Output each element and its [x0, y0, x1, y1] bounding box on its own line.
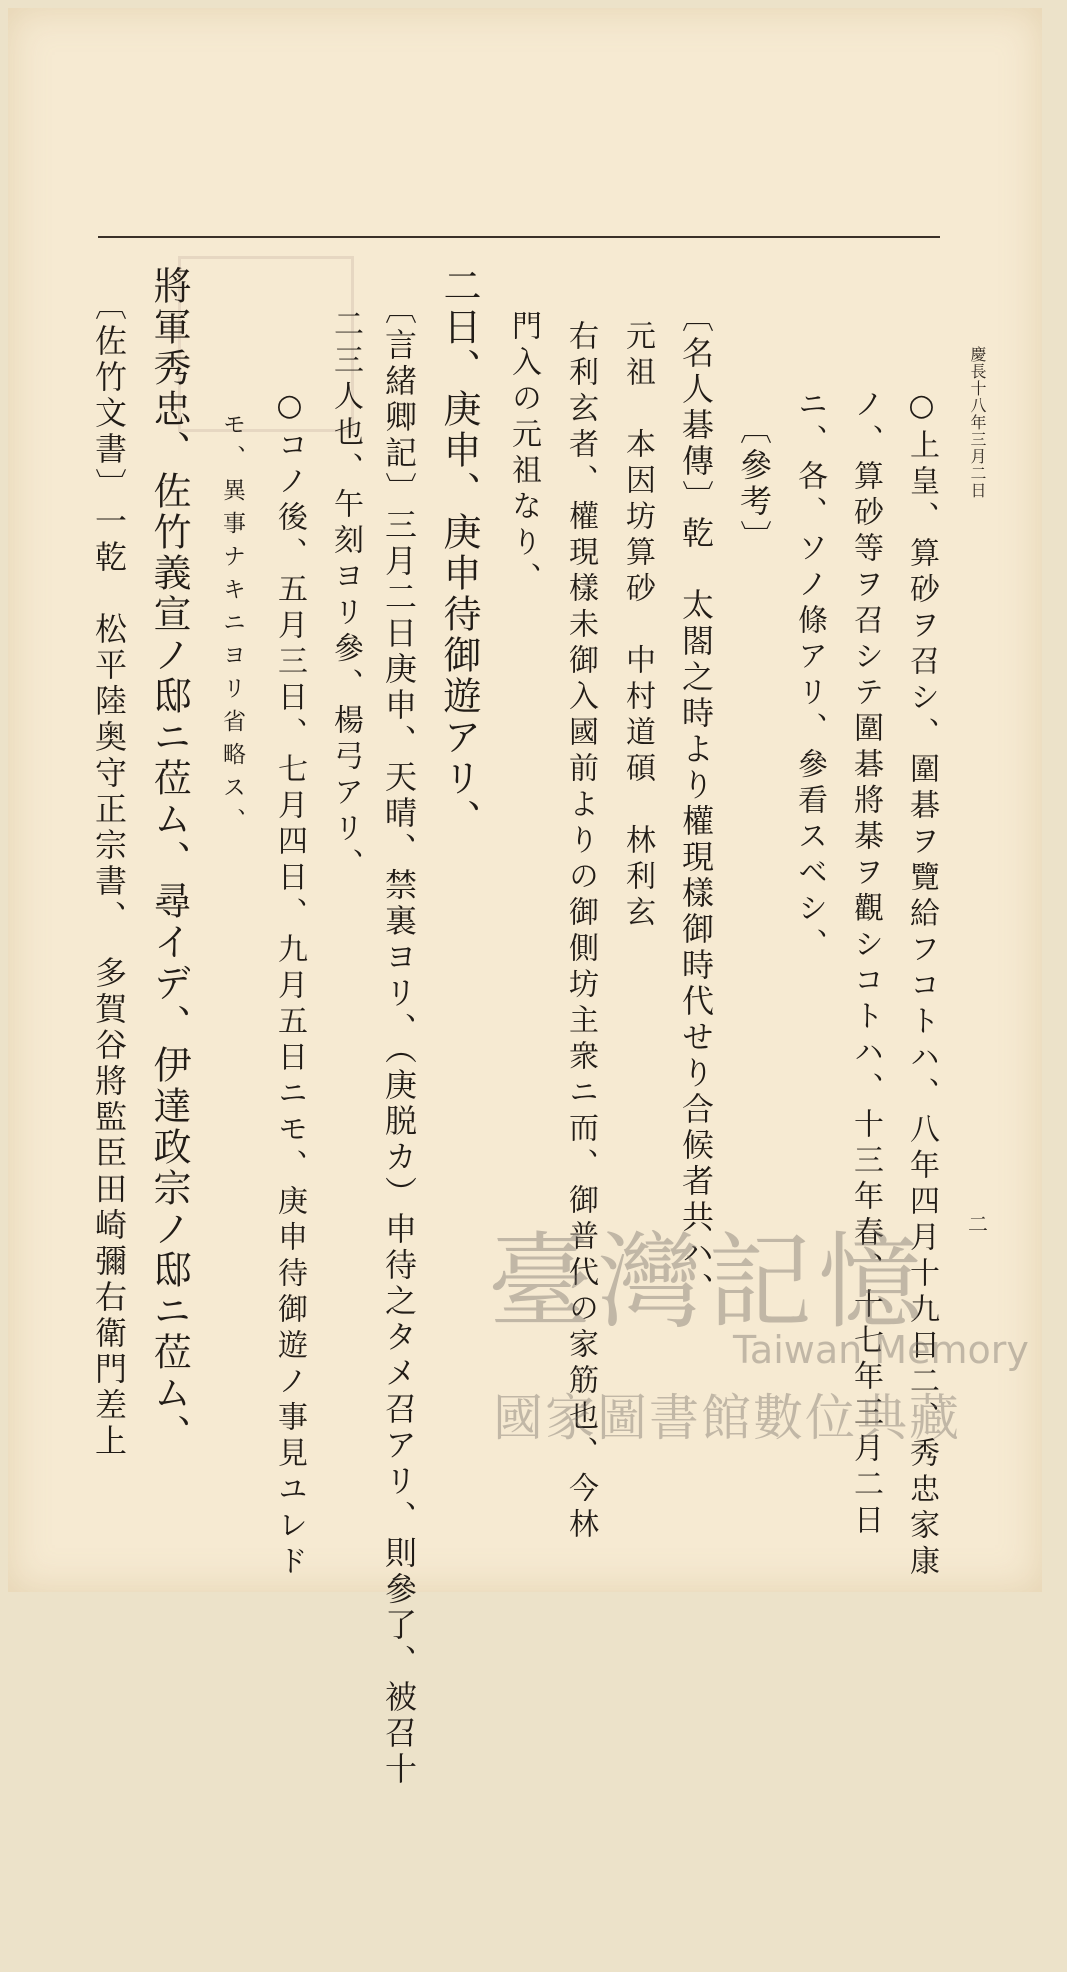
text-column-6: 元祖 本因坊算砂 中村道碩 林利玄 — [620, 320, 655, 932]
watermark-english: Taiwan Memory — [733, 1328, 1029, 1372]
text-column-14: 將軍秀忠、佐竹義宣ノ邸ニ莅ム、尋イデ、伊達政宗ノ邸ニ莅ム、 — [147, 266, 191, 1455]
watermark — [468, 1188, 1029, 1448]
text-column-8: 門入の元祖なり、 — [506, 310, 541, 598]
text-column-13: モ、異事ナキニヨリ省略ス、 — [219, 412, 245, 841]
running-header: 慶長十八年三月二日 — [968, 346, 987, 499]
document-page — [8, 8, 1042, 1788]
header-rule — [98, 236, 940, 238]
text-column-10: 〔言緒卿記〕三月二日庚申、天晴、禁裏ヨリ、（庚脱カ）申待之タメ召アリ、則參了、被召十 — [380, 292, 418, 1788]
text-column-11: 二三人也、午刻ヨリ參、楊弓アリ、 — [328, 308, 363, 884]
reference-heading: 〔參考〕 — [735, 412, 773, 556]
watermark-subtitle: 國家圖書館數位典藏 — [493, 1389, 961, 1447]
text-column-1: ○上皇、算砂ヲ召シ、圍碁ヲ覽給フコトハ、八年四月十九日二、秀忠家康 — [904, 388, 939, 1581]
text-column-7: 右利玄者、權現樣未御入國前よりの御側坊主衆ニ而、御普代の家筋也、今林 — [563, 320, 598, 1544]
text-column-5: 〔名人碁傳〕乾 太閤之時より權現樣御時代せり合候者共ハ、 — [677, 300, 715, 1308]
page-number: 二 — [968, 1212, 988, 1236]
text-column-3: ニ、各、ソノ條アリ、參看スベシ、 — [792, 388, 827, 964]
watermark-chinese: 臺灣記憶 — [488, 1221, 929, 1343]
text-column-12: ○コノ後、五月三日、七月四日、九月五日ニモ、庚申待御遊ノ事見ユレド — [272, 388, 307, 1581]
text-column-9: 二日、庚申、庚申待御遊アリ、 — [437, 266, 481, 840]
text-column-15: 〔佐竹文書〕一乾 松平陸奥守正宗書、 多賀谷將監臣田崎彌右衛門差上 — [90, 288, 128, 1460]
text-column-2: ノ、算砂等ヲ召シテ圍碁將棊ヲ觀シコトハ、十三年春、十七年三月二日 — [848, 388, 883, 1540]
